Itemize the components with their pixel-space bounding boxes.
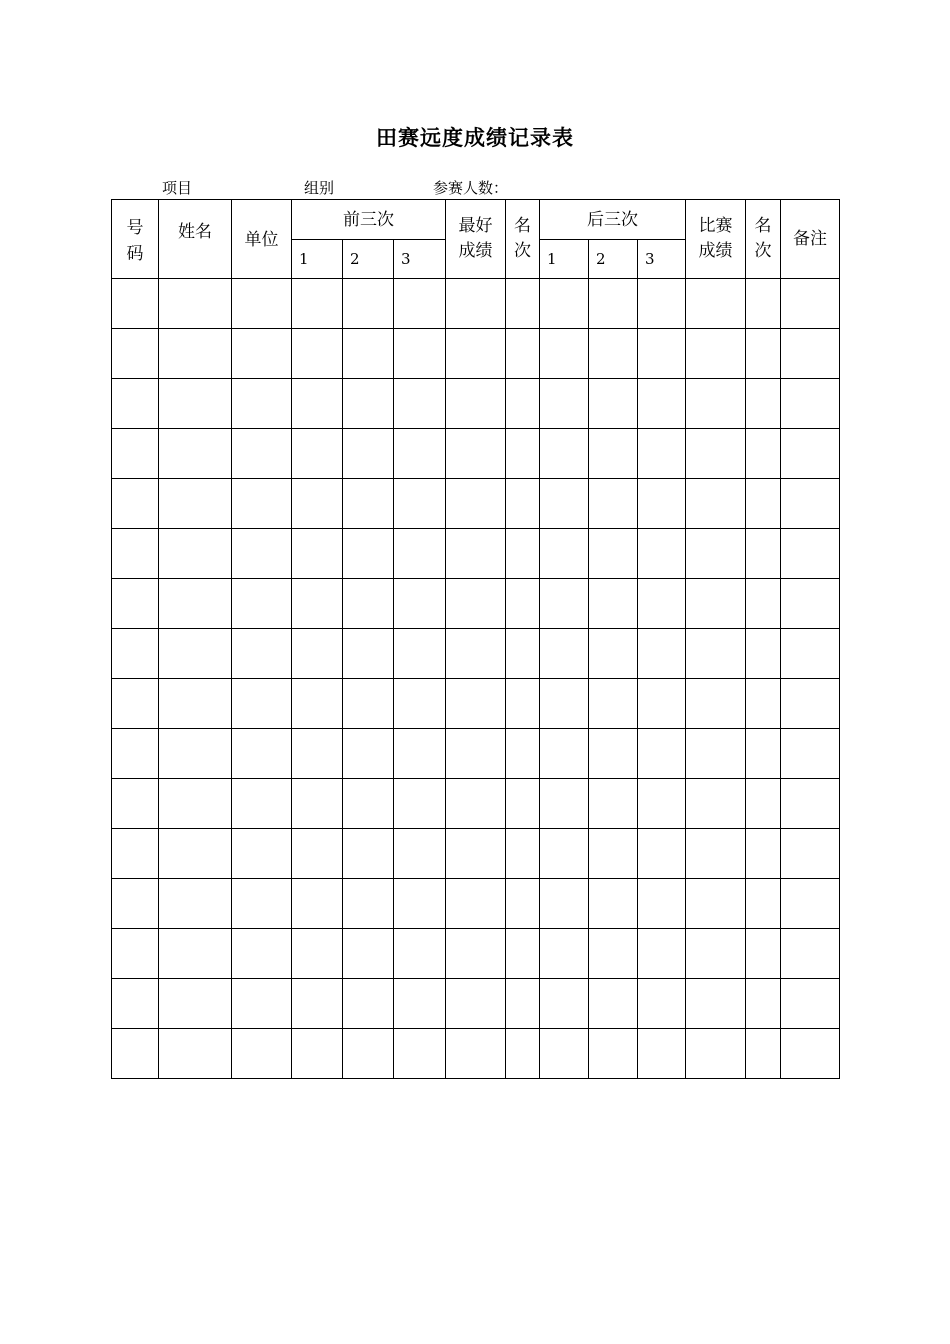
table-cell [446, 279, 506, 329]
table-cell [446, 729, 506, 779]
table-cell [506, 829, 540, 879]
table-cell [686, 679, 746, 729]
table-cell [232, 979, 292, 1029]
table-cell [589, 979, 638, 1029]
table-cell [159, 479, 232, 529]
table-cell [686, 329, 746, 379]
table-cell [446, 429, 506, 479]
table-cell [638, 329, 686, 379]
table-cell [292, 979, 343, 1029]
table-cell [781, 529, 840, 579]
table-cell [746, 729, 781, 779]
table-cell [589, 729, 638, 779]
table-cell [343, 479, 394, 529]
table-cell [638, 879, 686, 929]
header-rank-1: 名次 [506, 200, 540, 279]
table-cell [159, 629, 232, 679]
table-cell [686, 579, 746, 629]
header-final-result: 比赛成绩 [686, 200, 746, 279]
table-cell [506, 579, 540, 629]
table-cell [292, 479, 343, 529]
table-cell [638, 729, 686, 779]
table-cell [638, 579, 686, 629]
table-cell [394, 779, 446, 829]
table-cell [781, 379, 840, 429]
table-cell [292, 529, 343, 579]
table-cell [343, 329, 394, 379]
table-cell [746, 779, 781, 829]
table-cell [343, 429, 394, 479]
table-cell [686, 279, 746, 329]
table-cell [638, 779, 686, 829]
table-cell [112, 329, 159, 379]
page-title: 田赛远度成绩记录表 [376, 126, 574, 150]
table-cell [394, 379, 446, 429]
table-cell [232, 929, 292, 979]
table-cell [446, 879, 506, 929]
table-cell [686, 629, 746, 679]
table-cell [540, 379, 589, 429]
table-cell [506, 779, 540, 829]
table-cell [540, 829, 589, 879]
table-cell [292, 1029, 343, 1079]
table-cell [686, 429, 746, 479]
record-table [111, 199, 840, 1079]
table-cell [159, 729, 232, 779]
table-cell [112, 729, 159, 779]
table-cell [394, 579, 446, 629]
table-cell [159, 679, 232, 729]
table-cell [159, 529, 232, 579]
table-cell [638, 829, 686, 879]
header-attempt-4: 1 [540, 240, 589, 279]
table-cell [394, 829, 446, 879]
table-cell [589, 829, 638, 879]
table-cell [781, 629, 840, 679]
table-row [112, 529, 840, 579]
table-cell [292, 429, 343, 479]
header-attempt-2: 2 [343, 240, 394, 279]
table-cell [343, 829, 394, 879]
table-cell [746, 679, 781, 729]
table-cell [394, 979, 446, 1029]
table-row [112, 629, 840, 679]
table-cell [112, 379, 159, 429]
table-row [112, 1029, 840, 1079]
table-cell [159, 829, 232, 879]
table-cell [506, 1029, 540, 1079]
table-row [112, 879, 840, 929]
table-cell [686, 729, 746, 779]
table-cell [446, 479, 506, 529]
table-cell [232, 879, 292, 929]
header-attempt-5: 2 [589, 240, 638, 279]
table-row [112, 979, 840, 1029]
table-cell [506, 729, 540, 779]
table-cell [232, 679, 292, 729]
table-cell [446, 929, 506, 979]
table-cell [394, 729, 446, 779]
table-cell [343, 579, 394, 629]
table-cell [232, 329, 292, 379]
header-last-three: 后三次 [540, 200, 686, 240]
table-cell [540, 929, 589, 979]
table-cell [686, 529, 746, 579]
table-cell [746, 279, 781, 329]
project-label: 项目 [162, 179, 193, 197]
table-cell [746, 479, 781, 529]
table-cell [686, 879, 746, 929]
table-cell [394, 679, 446, 729]
header-best-result: 最好成绩 [446, 200, 506, 279]
table-cell [394, 629, 446, 679]
table-cell [292, 329, 343, 379]
header-remarks: 备注 [781, 200, 840, 279]
table-cell [781, 579, 840, 629]
table-cell [540, 579, 589, 629]
table-cell [112, 1029, 159, 1079]
table-cell [446, 529, 506, 579]
header-name: 姓名 [159, 200, 232, 279]
table-cell [638, 679, 686, 729]
table-cell [343, 529, 394, 579]
table-cell [112, 629, 159, 679]
table-cell [746, 429, 781, 479]
table-cell [343, 629, 394, 679]
header-attempt-1: 1 [292, 240, 343, 279]
table-cell [638, 479, 686, 529]
table-cell [506, 629, 540, 679]
table-cell [292, 379, 343, 429]
table-cell [159, 379, 232, 429]
table-cell [686, 479, 746, 529]
table-cell [638, 1029, 686, 1079]
table-cell [638, 529, 686, 579]
table-cell [589, 479, 638, 529]
table-cell [232, 729, 292, 779]
table-cell [232, 629, 292, 679]
table-row [112, 579, 840, 629]
table-cell [292, 579, 343, 629]
table-cell [343, 779, 394, 829]
table-cell [394, 879, 446, 929]
table-cell [343, 279, 394, 329]
table-cell [343, 679, 394, 729]
table-row [112, 729, 840, 779]
table-cell [112, 679, 159, 729]
table-cell [394, 429, 446, 479]
table-cell [159, 779, 232, 829]
table-cell [159, 929, 232, 979]
participants-label: 参赛人数： [433, 179, 509, 197]
table-cell [159, 429, 232, 479]
table-cell [232, 529, 292, 579]
table-cell [540, 279, 589, 329]
table-cell [343, 929, 394, 979]
table-cell [686, 1029, 746, 1079]
table-cell [112, 879, 159, 929]
table-cell [232, 379, 292, 429]
header-attempt-3: 3 [394, 240, 446, 279]
table-cell [686, 779, 746, 829]
table-cell [506, 479, 540, 529]
table-row [112, 679, 840, 729]
table-cell [446, 379, 506, 429]
table-cell [746, 379, 781, 429]
table-cell [446, 629, 506, 679]
table-cell [394, 279, 446, 329]
table-cell [159, 329, 232, 379]
table-cell [540, 679, 589, 729]
table-row [112, 929, 840, 979]
table-row [112, 429, 840, 479]
table-cell [394, 929, 446, 979]
table-cell [781, 779, 840, 829]
table-cell [343, 979, 394, 1029]
table-cell [540, 879, 589, 929]
table-cell [589, 279, 638, 329]
table-cell [589, 529, 638, 579]
table-cell [781, 979, 840, 1029]
table-cell [589, 429, 638, 479]
table-cell [781, 729, 840, 779]
table-cell [746, 879, 781, 929]
table-cell [540, 779, 589, 829]
table-cell [746, 929, 781, 979]
header-unit: 单位 [232, 200, 292, 279]
table-cell [506, 329, 540, 379]
table-cell [232, 1029, 292, 1079]
table-cell [394, 329, 446, 379]
table-cell [446, 779, 506, 829]
table-cell [506, 879, 540, 929]
table-cell [540, 1029, 589, 1079]
table-cell [232, 829, 292, 879]
table-cell [686, 829, 746, 879]
table-cell [540, 629, 589, 679]
table-cell [292, 679, 343, 729]
table-cell [343, 729, 394, 779]
table-cell [589, 1029, 638, 1079]
table-cell [394, 479, 446, 529]
table-cell [446, 579, 506, 629]
table-cell [781, 1029, 840, 1079]
header-number: 号码 [112, 200, 159, 279]
table-cell [292, 829, 343, 879]
table-cell [589, 329, 638, 379]
table-cell [686, 379, 746, 429]
table-cell [746, 579, 781, 629]
table-cell [112, 429, 159, 479]
table-cell [540, 429, 589, 479]
header-rank-2: 名次 [746, 200, 781, 279]
table-cell [506, 929, 540, 979]
table-cell [232, 579, 292, 629]
table-cell [446, 1029, 506, 1079]
table-cell [540, 329, 589, 379]
table-cell [446, 829, 506, 879]
table-cell [781, 329, 840, 379]
table-cell [506, 279, 540, 329]
table-body [112, 279, 840, 1079]
table-cell [446, 329, 506, 379]
table-cell [343, 879, 394, 929]
table-cell [232, 779, 292, 829]
table-cell [589, 779, 638, 829]
table-cell [686, 979, 746, 1029]
table-cell [589, 929, 638, 979]
table-cell [232, 279, 292, 329]
header-first-three: 前三次 [292, 200, 446, 240]
table-cell [781, 279, 840, 329]
table-cell [781, 829, 840, 879]
table-cell [506, 429, 540, 479]
table-cell [781, 479, 840, 529]
table-cell [746, 529, 781, 579]
table-cell [112, 579, 159, 629]
table-cell [746, 1029, 781, 1079]
table-cell [292, 279, 343, 329]
table-cell [292, 729, 343, 779]
table-row [112, 379, 840, 429]
table-cell [540, 529, 589, 579]
table-cell [292, 629, 343, 679]
table-cell [781, 879, 840, 929]
table-cell [781, 429, 840, 479]
table-cell [112, 829, 159, 879]
table-cell [112, 979, 159, 1029]
table-cell [343, 1029, 394, 1079]
table-cell [292, 929, 343, 979]
table-cell [638, 929, 686, 979]
table-cell [232, 479, 292, 529]
table-row [112, 829, 840, 879]
table-cell [112, 929, 159, 979]
table-cell [506, 679, 540, 729]
table-cell [746, 829, 781, 879]
table-cell [746, 329, 781, 379]
table-cell [232, 429, 292, 479]
table-cell [159, 279, 232, 329]
table-row [112, 479, 840, 529]
table-cell [746, 629, 781, 679]
table-cell [159, 1029, 232, 1079]
table-cell [159, 579, 232, 629]
table-cell [159, 979, 232, 1029]
table-cell [446, 979, 506, 1029]
table-cell [112, 479, 159, 529]
table-cell [112, 529, 159, 579]
table-cell [589, 879, 638, 929]
table-cell [394, 1029, 446, 1079]
table-cell [781, 679, 840, 729]
table-row [112, 329, 840, 379]
table-cell [638, 379, 686, 429]
table-cell [506, 529, 540, 579]
table-cell [292, 779, 343, 829]
table-cell [589, 379, 638, 429]
table-cell [394, 529, 446, 579]
group-label: 组别 [304, 179, 335, 197]
table-row [112, 279, 840, 329]
table-cell [638, 279, 686, 329]
table-cell [638, 979, 686, 1029]
table-cell [159, 879, 232, 929]
table-cell [589, 629, 638, 679]
table-cell [112, 279, 159, 329]
table-cell [506, 379, 540, 429]
table-cell [112, 779, 159, 829]
table-cell [343, 379, 394, 429]
table-cell [781, 929, 840, 979]
table-cell [540, 979, 589, 1029]
table-cell [589, 679, 638, 729]
table-cell [292, 879, 343, 929]
table-cell [589, 579, 638, 629]
table-cell [540, 729, 589, 779]
table-cell [686, 929, 746, 979]
table-cell [638, 629, 686, 679]
table-row [112, 779, 840, 829]
table-cell [746, 979, 781, 1029]
table-cell [506, 979, 540, 1029]
header-attempt-6: 3 [638, 240, 686, 279]
table-cell [638, 429, 686, 479]
table-cell [540, 479, 589, 529]
table-cell [446, 679, 506, 729]
